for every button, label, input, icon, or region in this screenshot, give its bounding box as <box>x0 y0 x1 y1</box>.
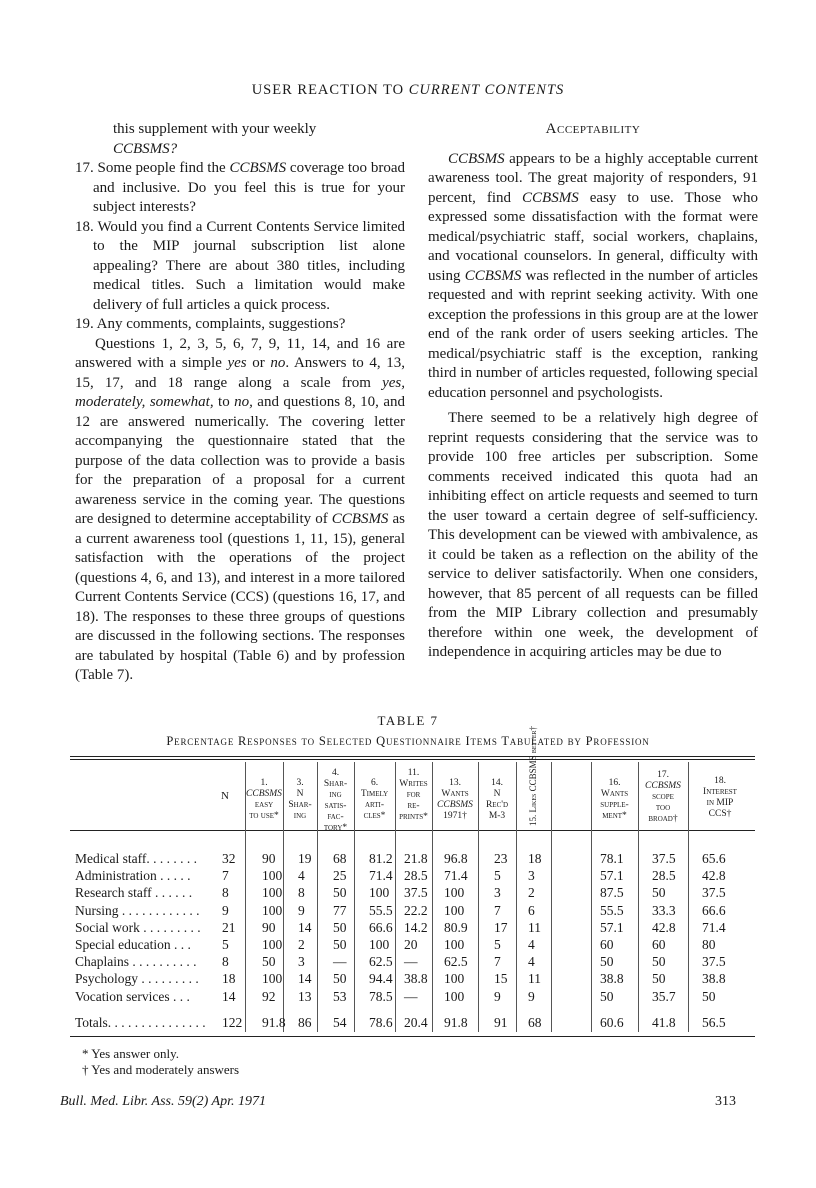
table-cell: 80 <box>702 937 716 952</box>
table-cell: 17 <box>494 920 508 935</box>
table-cell: 71.4 <box>702 920 726 935</box>
table-row-label: Nursing . . . . . . . . . . . . <box>75 903 200 918</box>
table-cell: 55.5 <box>600 903 624 918</box>
table-cell: 87.5 <box>600 885 624 900</box>
table-cell: 42.8 <box>702 868 726 883</box>
table-cell: 14 <box>222 989 236 1004</box>
col-header-1: 1. CCBSMS easy to use* <box>246 778 282 821</box>
col-header-13: 13. Wants CCBSMS 1971† <box>437 778 473 821</box>
table-cell: 122 <box>222 1015 243 1030</box>
table-row-label: Special education . . . <box>75 937 191 952</box>
table-cell: 94.4 <box>369 971 393 986</box>
table-cell: 4 <box>528 954 535 969</box>
table-cell: 60.6 <box>600 1015 624 1030</box>
table-cell: 92 <box>262 989 276 1004</box>
question-19: 19. Any comments, complaints, suggestions? <box>75 316 346 332</box>
table-cell: 28.5 <box>404 868 428 883</box>
table-cell: 9 <box>528 989 535 1004</box>
table-cell: 19 <box>298 851 312 866</box>
table-header-rule <box>70 830 755 831</box>
table-cell: 2 <box>298 937 305 952</box>
table-cell: 100 <box>262 868 283 883</box>
col-sep <box>688 762 689 1032</box>
col-header-n: N <box>221 790 229 802</box>
question-18: 18. Would you find a Current Contents Service limited to the MIP journal subscription list alone appealing? There are about 380 titles, including medical titles. Such a limitation would make delivery of full articles a quick process. <box>75 218 405 313</box>
table-cell: 14.2 <box>404 920 428 935</box>
table-row-label: Social work . . . . . . . . . <box>75 920 201 935</box>
col-sep <box>551 762 552 1032</box>
table-cell: 50 <box>652 885 666 900</box>
table-cell: 9 <box>298 903 305 918</box>
col-header-4: 4. Shar- ing satis- fac- tory* <box>323 768 348 833</box>
table-cell: 100 <box>444 885 465 900</box>
table-cell: 3 <box>298 954 305 969</box>
table-cell: 38.8 <box>702 971 726 986</box>
table-cell: 7 <box>494 954 501 969</box>
table-totals-label: Totals. . . . . . . . . . . . . . . <box>75 1015 206 1030</box>
table-row-label: Administration . . . . . <box>75 868 191 883</box>
table-cell: 9 <box>494 989 501 1004</box>
table-cell: 11 <box>528 971 541 986</box>
table-cell: 54 <box>333 1015 347 1030</box>
table-cell: 22.2 <box>404 903 428 918</box>
page-number: 313 <box>715 1094 736 1109</box>
table-cell: 23 <box>494 851 508 866</box>
table-cell: 100 <box>444 989 465 1004</box>
table-cell: 5 <box>494 868 501 883</box>
table-cell: 100 <box>262 971 283 986</box>
table-cell: 4 <box>528 937 535 952</box>
table-cell: 20 <box>404 937 418 952</box>
table-cell: 32 <box>222 851 236 866</box>
acceptability-paragraph-2: There seemed to be a relatively high degree of reprint requests considering that the service was to provide 100 free articles per subscription. Some comments received indicated this quota had an inhibiting effect on article requests and seemed to turn the user toward a certain degree of self-sufficiency. This development can be viewed with ambivalence, as it could be taken as a reflection on the ability of the service to deliver satisfactorily. When one considers, however, that 85 percent of all requests can be filled from the MIP Library collection and presumably therefore within one week, the development of independence in acquiring articles may be due to <box>428 410 758 660</box>
col-header-6: 6. Timely arti- cles* <box>360 778 389 821</box>
table-cell: 100 <box>262 885 283 900</box>
table-cell: 4 <box>298 868 305 883</box>
table-cell: 62.5 <box>369 954 393 969</box>
table-cell: 50 <box>333 937 347 952</box>
table-cell: 35.7 <box>652 989 676 1004</box>
methods-paragraph: Questions 1, 2, 3, 5, 6, 7, 9, 11, 14, and 16 are answered with a simple yes or no. Answers to 4, 13, 15, 17, and 18 range along a scale from yes, moderately, somewhat, to no, and questions 8, 10, and 12 are answered numerically. The covering letter accompanying the questionnaire stated that the purpose of the data collection was to provide a basis for the preparation of a proposal for a current awareness service in the coming year. The questions are designed to determine acceptability of CCBSMS as a current awareness tool (questions 1, 11, 15), general satisfaction with the operations of the project (questions 4, 6, and 13), and interest in a more tailored Current Contents Service (CCS) (questions 16, 17, and 18). The responses to these three groups of questions are discussed in the following sections. The responses are tabulated by hospital (Table 6) and by profession (Table 7). <box>75 335 406 683</box>
table-cell: 50 <box>333 920 347 935</box>
table-cell: — <box>404 989 418 1004</box>
table-cell: 28.5 <box>652 868 676 883</box>
col-sep <box>516 762 517 1032</box>
table-cell: 18 <box>222 971 236 986</box>
table-row-label: Medical staff. . . . . . . . <box>75 851 197 866</box>
table-cell: 57.1 <box>600 920 624 935</box>
table-cell: 21.8 <box>404 851 428 866</box>
table-cell: 21 <box>222 920 236 935</box>
table-cell: 37.5 <box>702 954 726 969</box>
table-cell: 3 <box>494 885 501 900</box>
table-cell: 2 <box>528 885 535 900</box>
table-cell: 62.5 <box>444 954 468 969</box>
footnote-dagger: † Yes and moderately answers <box>82 1062 240 1077</box>
left-column <box>75 120 405 686</box>
running-header <box>0 82 816 99</box>
acceptability-paragraph-1: CCBSMS appears to be a highly acceptable current awareness tool. The great majority of responders, 91 percent, find CCBSMS easy to use. Those who expressed some dissatisfaction with the format were medical/psychiatric staff, social workers, chaplains, and vocational counselors. In general, difficulty with using CCBSMS was reflected in the number of articles requested and with reprint seeking activity. With one exception the professions in this group are at the lower end of the rank order of users seeking articles. The medical/psychiatric staff is the exception, ranking third in number of articles requested, following special education personnel and psychologists. <box>428 150 758 401</box>
table-cell: 68 <box>528 1015 542 1030</box>
table-cell: 100 <box>369 937 390 952</box>
table-cell: 78.6 <box>369 1015 393 1030</box>
table-cell: 18 <box>528 851 542 866</box>
table-cell: 100 <box>444 903 465 918</box>
table-cell: 53 <box>333 989 347 1004</box>
table-top-rule-2 <box>70 759 755 760</box>
table-cell: 78.1 <box>600 851 624 866</box>
q16-continued: this supplement with your weekly CCBSMS? <box>113 121 317 157</box>
table-cell: 50 <box>600 989 614 1004</box>
table-cell: 50 <box>262 954 276 969</box>
table-cell: 5 <box>222 937 229 952</box>
table-cell: 91.8 <box>262 1015 286 1030</box>
table-cell: 57.1 <box>600 868 624 883</box>
table-cell: 37.5 <box>702 885 726 900</box>
table-cell: 60 <box>600 937 614 952</box>
table-cell: 7 <box>222 868 229 883</box>
table-cell: 90 <box>262 920 276 935</box>
col-header-11: 11. Writes for re- prints* <box>399 768 428 822</box>
table-cell: 50 <box>652 954 666 969</box>
table-cell: 50 <box>702 989 716 1004</box>
table-cell: 78.5 <box>369 989 393 1004</box>
table-cell: 71.4 <box>369 868 393 883</box>
table-cell: 13 <box>298 989 312 1004</box>
header-text: USER REACTION TO <box>251 82 409 98</box>
table-bottom-rule <box>70 1036 755 1037</box>
table-cell: 100 <box>262 903 283 918</box>
table-cell: 8 <box>298 885 305 900</box>
table-cell: 20.4 <box>404 1015 428 1030</box>
footnote-star: * Yes answer only. <box>82 1046 180 1061</box>
table-cell: 66.6 <box>369 920 393 935</box>
table-cell: 37.5 <box>652 851 676 866</box>
table-cell: 50 <box>333 971 347 986</box>
table-cell: 81.2 <box>369 851 393 866</box>
table-cell: — <box>333 954 347 969</box>
table-cell: 100 <box>444 971 465 986</box>
table-cell: 15 <box>494 971 508 986</box>
table-row-label: Psychology . . . . . . . . . <box>75 971 199 986</box>
table-cell: 41.8 <box>652 1015 676 1030</box>
table-cell: 14 <box>298 971 312 986</box>
table-cell: 11 <box>528 920 541 935</box>
table-cell: 9 <box>222 903 229 918</box>
table-cell: 91 <box>494 1015 508 1030</box>
table-row-label: Chaplains . . . . . . . . . . <box>75 954 197 969</box>
col-header-15: 15. Likes CCBSMS better† <box>528 725 538 826</box>
right-column <box>428 120 758 663</box>
table-cell: 65.6 <box>702 851 726 866</box>
question-17: 17. Some people find the CCBSMS coverage too broad and inclusive. Do you feel this is true for your subject interests? <box>75 160 406 215</box>
col-header-18: 18. Interest in MIP CCS† <box>703 776 737 819</box>
table-cell: 5 <box>494 937 501 952</box>
table-cell: 80.9 <box>444 920 468 935</box>
table-caption: Percentage Responses to Selected Questionnaire Items Tabulated by Profession <box>166 734 650 748</box>
table-cell: 38.8 <box>404 971 428 986</box>
table-cell: 7 <box>494 903 501 918</box>
table-cell: 3 <box>528 868 535 883</box>
table-cell: 50 <box>652 971 666 986</box>
table-cell: 86 <box>298 1015 312 1030</box>
table-cell: 56.5 <box>702 1015 726 1030</box>
table-cell: 38.8 <box>600 971 624 986</box>
table-title: TABLE 7 <box>377 713 439 728</box>
table-cell: 50 <box>333 885 347 900</box>
table-cell: 71.4 <box>444 868 468 883</box>
table-cell: 8 <box>222 885 229 900</box>
table-cell: 91.8 <box>444 1015 468 1030</box>
table-cell: 37.5 <box>404 885 428 900</box>
col-header-16: 16. Wants supple- ment* <box>600 778 629 821</box>
table-cell: 90 <box>262 851 276 866</box>
table-row-label: Research staff . . . . . . <box>75 885 193 900</box>
col-header-3: 3. N Shar- ing <box>288 778 312 821</box>
table-cell: 68 <box>333 851 347 866</box>
col-header-14: 14. N Rec'd M-3 <box>485 778 509 821</box>
table-cell: 100 <box>369 885 390 900</box>
table-cell: — <box>404 954 418 969</box>
table-cell: 25 <box>333 868 347 883</box>
header-journal: CURRENT CONTENTS <box>408 82 565 98</box>
section-title-acceptability: Acceptability <box>545 121 641 137</box>
citation: Bull. Med. Libr. Ass. 59(2) Apr. 1971 <box>60 1094 266 1109</box>
table-cell: 77 <box>333 903 347 918</box>
table-cell: 14 <box>298 920 312 935</box>
table-cell: 100 <box>262 937 283 952</box>
table-cell: 60 <box>652 937 666 952</box>
table-cell: 96.8 <box>444 851 468 866</box>
table-row-label: Vocation services . . . <box>75 989 190 1004</box>
table-cell: 8 <box>222 954 229 969</box>
table-cell: 33.3 <box>652 903 676 918</box>
table-top-rule <box>70 756 755 757</box>
table-cell: 42.8 <box>652 920 676 935</box>
table-cell: 50 <box>600 954 614 969</box>
table-cell: 55.5 <box>369 903 393 918</box>
table-cell: 6 <box>528 903 535 918</box>
table-cell: 66.6 <box>702 903 726 918</box>
table-cell: 100 <box>444 937 465 952</box>
col-header-17: 17. CCBSMS scope too broad† <box>645 770 681 824</box>
